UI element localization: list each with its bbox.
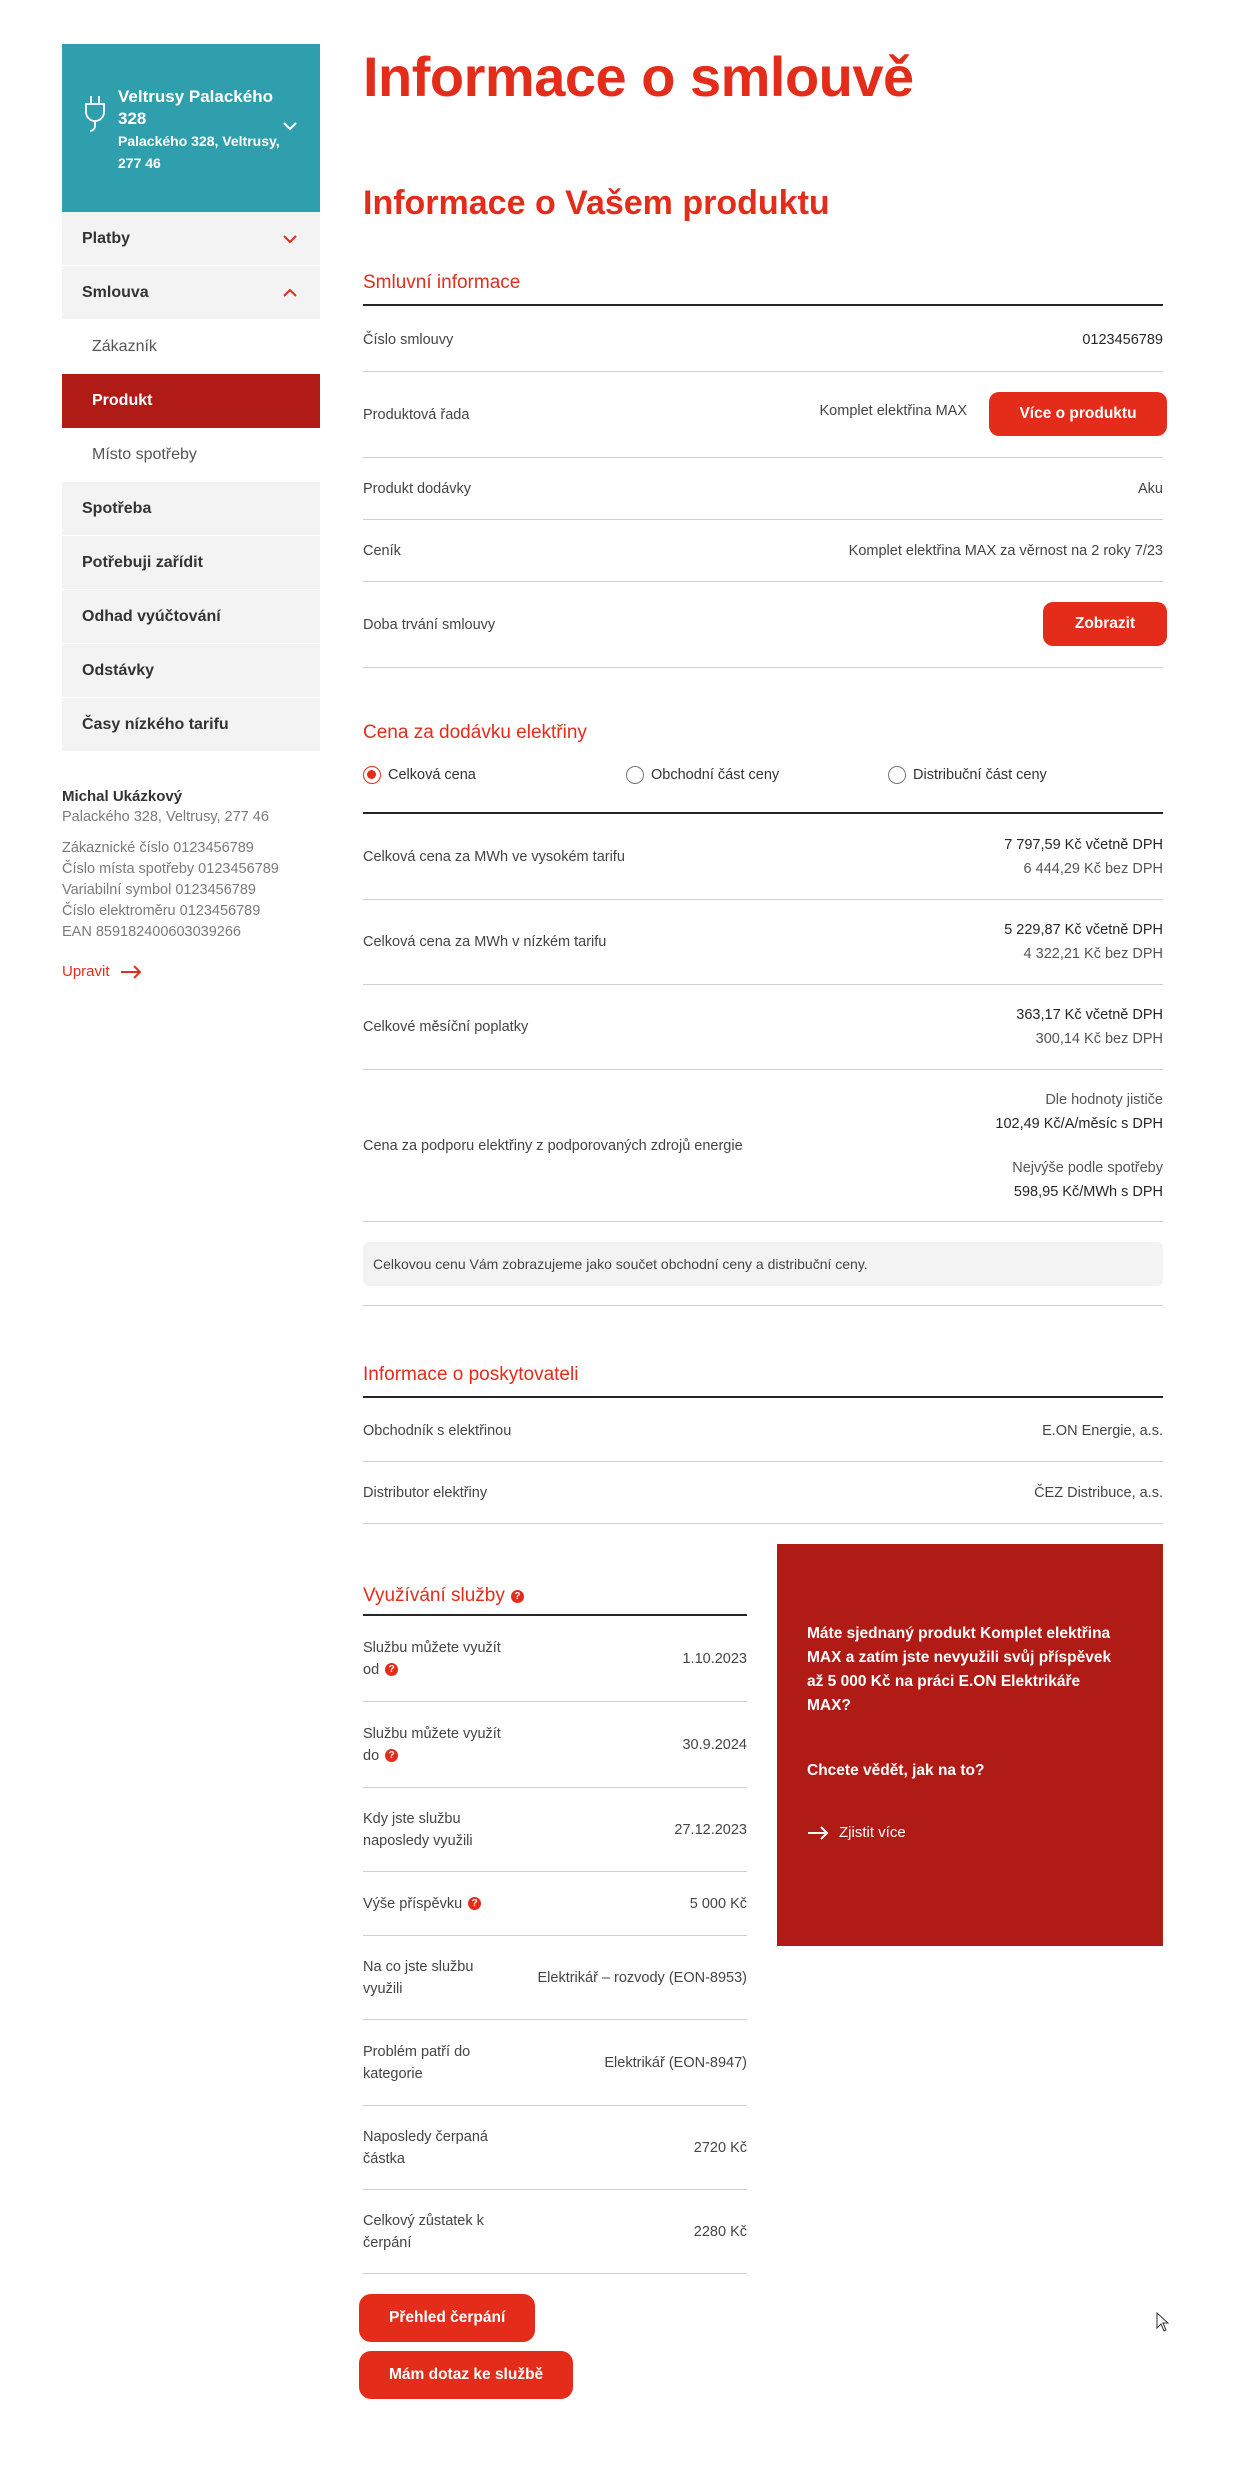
- row-value: Elektrikář (EON-8947): [604, 2054, 747, 2071]
- price-without-vat: 300,14 Kč bez DPH: [1035, 1031, 1163, 1047]
- usage-row: [363, 2190, 747, 2274]
- nav-item-casy[interactable]: Časy nízkého tarifu: [62, 698, 320, 752]
- chevron-up-icon: [280, 283, 300, 303]
- row-label: Výše příspěvku: [363, 1895, 463, 1912]
- customer-info: [62, 786, 320, 943]
- row-label: Naposledy čerpaná částka: [363, 2128, 488, 2167]
- location-subtitle: Palackého 328, Veltrusy, 277 46: [118, 133, 280, 171]
- row-label: Službu můžete využít od: [363, 1639, 501, 1678]
- radio-label: Celková cena: [388, 767, 476, 783]
- promo-text: Máte sjednaný produkt Komplet elektřina MAX a zatím jste nevyužili svůj příspěvek až 5 000 Kč na práci E.ON Elektrikáře MAX?: [807, 1625, 1112, 1714]
- help-icon[interactable]: ?: [385, 1749, 398, 1762]
- row-duration: [363, 582, 1163, 668]
- row-label: Cena za podporu elektřiny z podporovaných zdrojů energie: [363, 1137, 743, 1154]
- row-label: Službu můžete využít do: [363, 1725, 501, 1764]
- row-price-list: [363, 520, 1163, 582]
- radio-selected-icon: [363, 766, 381, 784]
- nav-label: Smlouva: [82, 283, 149, 301]
- row-value: 2280 Kč: [693, 2223, 747, 2240]
- nav-subitem-zakaznik[interactable]: Zákazník: [62, 320, 320, 374]
- section-title-contract: Smluvní informace: [363, 272, 1163, 306]
- row-label: Ceník: [363, 542, 401, 559]
- row-label: Číslo smlouvy: [363, 331, 454, 348]
- customer-address: Palackého 328, Veltrusy, 277 46: [62, 809, 269, 825]
- row-value: ČEZ Distribuce, a.s.: [1034, 1484, 1163, 1501]
- nav-subitem-produkt[interactable]: Produkt: [62, 374, 320, 428]
- nav-label: Platby: [82, 229, 131, 247]
- row-label: Celkový zůstatek k čerpání: [363, 2212, 484, 2251]
- row-value: 1.10.2023: [682, 1650, 747, 1667]
- row-label: Celková cena za MWh v nízkém tarifu: [363, 934, 607, 950]
- nav-item-spotreba[interactable]: Spotřeba: [62, 482, 320, 536]
- more-about-product-button[interactable]: Více o produktu: [989, 392, 1167, 436]
- ean-number: EAN 859182400603039266: [62, 924, 241, 940]
- help-icon[interactable]: ?: [468, 1897, 481, 1910]
- section-title-usage: [363, 1568, 747, 1616]
- usage-row: [363, 2020, 747, 2106]
- promo-more-link[interactable]: [807, 1824, 1113, 1841]
- radio-total-price[interactable]: [363, 766, 476, 784]
- section-title-price: Cena za dodávku elektřiny: [363, 722, 587, 743]
- usage-title-text: Využívání služby: [363, 1585, 505, 1606]
- radio-label: Obchodní část ceny: [651, 767, 780, 783]
- arrow-right-icon: [807, 1826, 829, 1840]
- support-line-1: Dle hodnoty jističe: [1045, 1091, 1163, 1108]
- row-product-line: [363, 372, 1163, 458]
- nav-item-zaridit[interactable]: Potřebuji zařídit: [62, 536, 320, 590]
- nav-item-odhad[interactable]: Odhad vyúčtování: [62, 590, 320, 644]
- chevron-down-icon: [280, 229, 300, 249]
- chevron-down-icon: [280, 116, 300, 136]
- row-low-tariff: [363, 900, 1163, 985]
- radio-unselected-icon: [626, 766, 644, 784]
- usage-row: [363, 1702, 747, 1788]
- row-label: Doba trvání smlouvy: [363, 616, 496, 633]
- usage-row: [363, 1788, 747, 1872]
- section-title-provider: Informace o poskytovateli: [363, 1364, 1163, 1398]
- arrow-right-icon: [120, 965, 142, 979]
- help-icon[interactable]: ?: [511, 1590, 524, 1603]
- price-type-radio-group: [363, 766, 1163, 814]
- usage-row: [363, 1936, 747, 2020]
- row-delivery-product: [363, 458, 1163, 520]
- row-label: Celková cena za MWh ve vysokém tarifu: [363, 848, 625, 865]
- row-trader: [363, 1400, 1163, 1462]
- row-value: 0123456789: [1082, 331, 1163, 348]
- support-line-3: Nejvýše podle spotřeby: [1012, 1159, 1163, 1176]
- usage-overview-button[interactable]: Přehled čerpání: [359, 2294, 535, 2342]
- meter-number: Číslo elektroměru 0123456789: [62, 903, 261, 919]
- promo-question: Chcete vědět, jak na to?: [807, 1762, 985, 1779]
- promo-box: [777, 1544, 1163, 1946]
- row-label: Distributor elektřiny: [363, 1484, 488, 1501]
- nav-item-odstavky[interactable]: Odstávky: [62, 644, 320, 698]
- row-distributor: [363, 1462, 1163, 1524]
- usage-row: [363, 2106, 747, 2190]
- service-question-button[interactable]: Mám dotaz ke službě: [359, 2351, 573, 2399]
- row-contract-number: [363, 308, 1163, 372]
- row-support-price: [363, 1070, 1163, 1222]
- row-value: 27.12.2023: [674, 1821, 747, 1838]
- row-value: Komplet elektřina MAX za věrnost na 2 roky 7/23: [848, 542, 1163, 559]
- customer-name: Michal Ukázkový: [62, 788, 183, 805]
- plug-icon: [82, 92, 108, 136]
- variable-symbol: Variabilní symbol 0123456789: [62, 882, 257, 898]
- customer-number: Zákaznické číslo 0123456789: [62, 840, 254, 856]
- row-label: Kdy jste službu naposledy využili: [363, 1810, 473, 1849]
- place-number: Číslo místa spotřeby 0123456789: [62, 861, 279, 877]
- row-label: Celkové měsíční poplatky: [363, 1019, 529, 1035]
- price-with-vat: 7 797,59 Kč včetně DPH: [1004, 836, 1163, 853]
- page-title: Informace o smlouvě: [363, 45, 914, 108]
- sidebar: [62, 44, 320, 980]
- row-label: Produkt dodávky: [363, 480, 472, 497]
- edit-label: Upravit: [62, 963, 110, 980]
- row-value: 5 000 Kč: [689, 1895, 747, 1912]
- price-without-vat: 4 322,21 Kč bez DPH: [1023, 946, 1163, 962]
- price-note-wrap: [363, 1222, 1163, 1306]
- price-without-vat: 6 444,29 Kč bez DPH: [1023, 860, 1163, 877]
- location-selector[interactable]: [62, 44, 320, 212]
- row-label: Obchodník s elektřinou: [363, 1422, 512, 1439]
- row-high-tariff: [363, 814, 1163, 900]
- radio-distribution-price[interactable]: [888, 766, 1047, 784]
- support-line-4: 598,95 Kč/MWh s DPH: [1013, 1183, 1163, 1200]
- row-value: Aku: [1138, 480, 1163, 497]
- support-line-2: 102,49 Kč/A/měsíc s DPH: [995, 1115, 1163, 1132]
- mouse-cursor-icon: [1156, 2312, 1170, 2332]
- price-note: Celkovou cenu Vám zobrazujeme jako součet obchodní ceny a distribuční ceny.: [363, 1242, 1163, 1286]
- promo-link-label: Zjistit více: [839, 1824, 906, 1841]
- row-value: 2720 Kč: [693, 2139, 747, 2156]
- row-value: 30.9.2024: [682, 1736, 747, 1753]
- radio-commercial-price[interactable]: [626, 766, 779, 784]
- row-label: Na co jste službu využili: [363, 1958, 474, 1997]
- row-monthly-fees: [363, 985, 1163, 1070]
- row-label: Produktová řada: [363, 406, 470, 423]
- row-value: Elektrikář – rozvody (EON-8953): [537, 1969, 747, 1986]
- location-title: Veltrusy Palackého 328: [118, 87, 273, 128]
- row-value: E.ON Energie, a.s.: [1042, 1422, 1163, 1439]
- radio-label: Distribuční část ceny: [913, 767, 1047, 783]
- usage-row: [363, 1872, 747, 1936]
- nav-item-smlouva[interactable]: [62, 266, 320, 320]
- radio-unselected-icon: [888, 766, 906, 784]
- usage-row: [363, 1616, 747, 1702]
- row-label: Problém patří do kategorie: [363, 2043, 471, 2082]
- row-value: Komplet elektřina MAX: [819, 402, 967, 419]
- edit-link[interactable]: [62, 963, 320, 980]
- nav-item-platby[interactable]: [62, 212, 320, 266]
- nav-subitem-misto[interactable]: Místo spotřeby: [62, 428, 320, 482]
- product-heading: Informace o Vašem produktu: [363, 184, 830, 222]
- help-icon[interactable]: ?: [385, 1663, 398, 1676]
- price-with-vat: 5 229,87 Kč včetně DPH: [1004, 922, 1163, 938]
- show-duration-button[interactable]: Zobrazit: [1043, 602, 1167, 646]
- price-with-vat: 363,17 Kč včetně DPH: [1016, 1007, 1163, 1023]
